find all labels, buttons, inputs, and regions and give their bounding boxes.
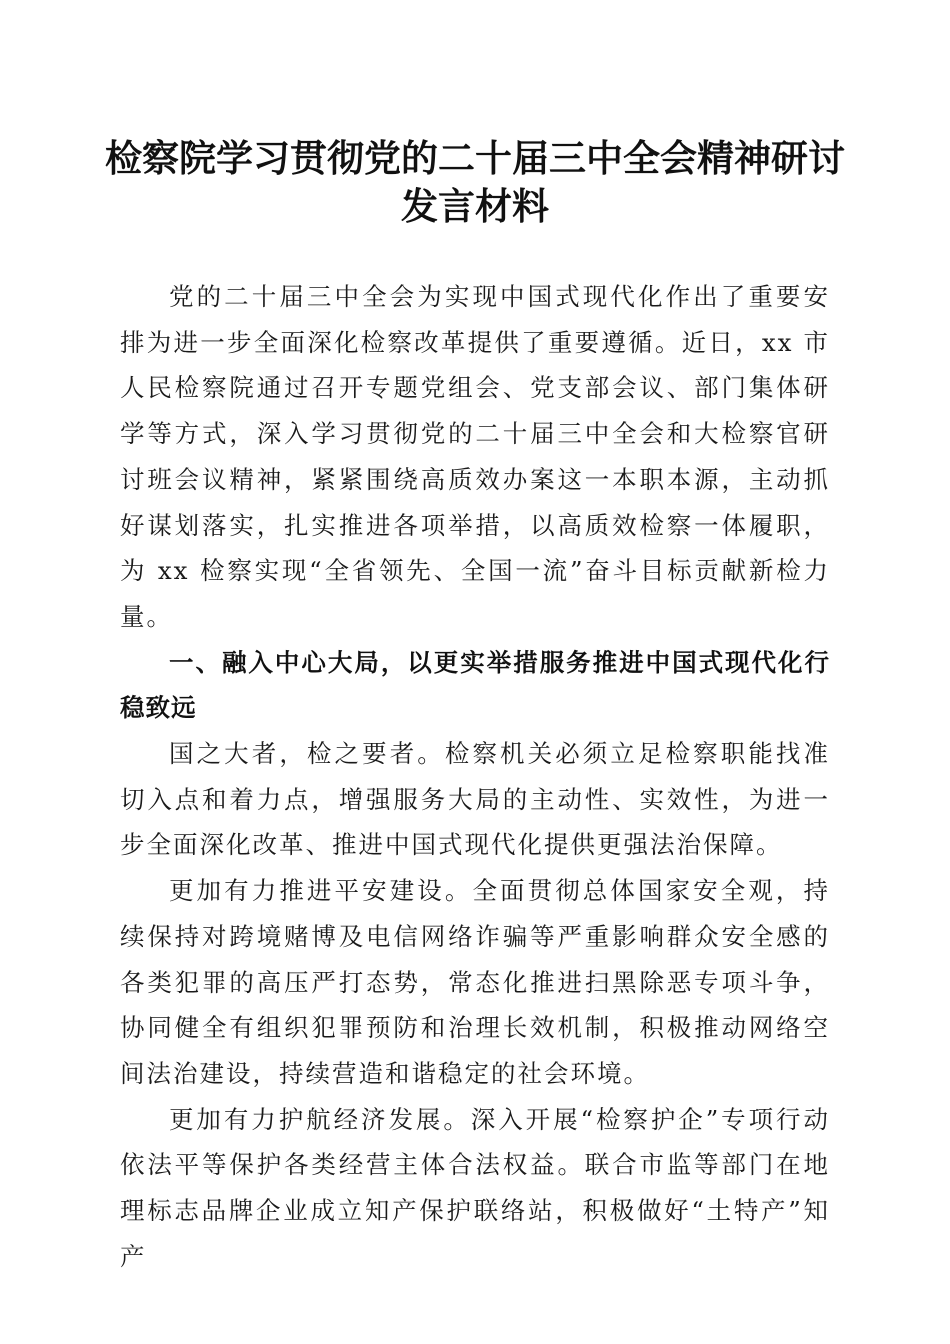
document-title: 检察院学习贯彻党的二十届三中全会精神研讨发言材料 bbox=[105, 136, 845, 228]
paragraph-intro: 党的二十届三中全会为实现中国式现代化作出了重要安排为进一步全面深化检察改革提供了重要遵循。近日，xx 市人民检察院通过召开专题党组会、党支部会议、部门集体研学等方式，深入学习贯彻党的二十届三中全会和大检察官研讨班会议精神，紧紧围绕高质效办案这一本职本源，主动抓好谋划落实，扎实推进各项举措，以高质效检察一体履职，为 xx 检察实现“全省领先、全国一流”奋斗目标贡献新检力量。 bbox=[120, 282, 830, 631]
section-heading-1: 一、融入中心大局，以更实举措服务推进中国式现代化行稳致远 bbox=[120, 647, 830, 723]
paragraph-safety-building: 更加有力推进平安建设。全面贯彻总体国家安全观，持续保持对跨境赌博及电信网络诈骗等严重影响群众安全感的各类犯罪的高压严打态势，常态化推进扫黑除恶专项斗争，协同健全有组织犯罪预防和治理长效机制，积极推动网络空间法治建设，持续营造和谐稳定的社会环境。 bbox=[120, 876, 830, 1088]
paragraph-economic-development: 更加有力护航经济发展。深入开展“检察护企”专项行动依法平等保护各类经营主体合法权益。联合市监等部门在地理标志品牌企业成立知产保护联络站，积极做好“土特产”知产 bbox=[120, 1104, 830, 1271]
paragraph-section-1-intro: 国之大者，检之要者。检察机关必须立足检察职能找准切入点和着力点，增强服务大局的主动性、实效性，为进一步全面深化改革、推进中国式现代化提供更强法治保障。 bbox=[120, 739, 830, 860]
document-body bbox=[120, 274, 830, 1279]
